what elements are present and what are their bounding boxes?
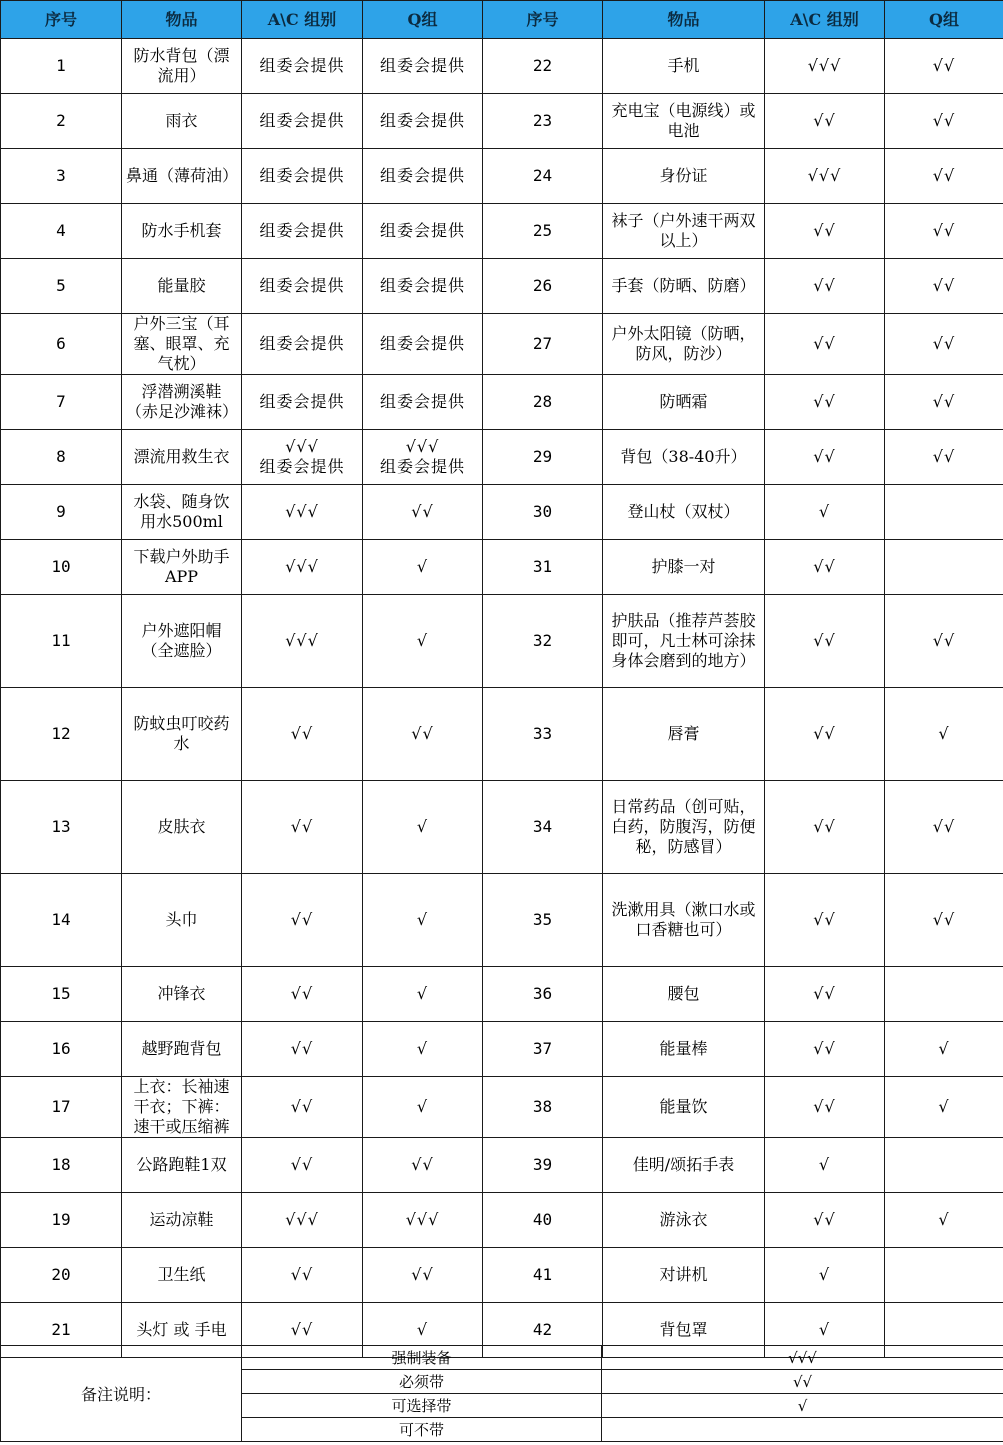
table-row	[1, 967, 1003, 1022]
table-row	[1, 874, 1003, 967]
ac-group-cell: 组委会提供	[242, 39, 363, 94]
header-cell: A\C 组别	[765, 1, 885, 39]
seq-cell: 2	[1, 94, 122, 149]
seq-cell: 10	[1, 540, 122, 595]
item-cell: 皮肤衣	[122, 781, 242, 874]
note-mark: √	[602, 1394, 1003, 1418]
item-cell: 游泳衣	[603, 1193, 765, 1248]
q-group-cell: 组委会提供	[363, 149, 483, 204]
item-cell: 防水手机套	[122, 204, 242, 259]
item-cell: 头灯 或 手电	[122, 1303, 242, 1358]
item-cell: 运动凉鞋	[122, 1193, 242, 1248]
header-cell: 物品	[122, 1, 242, 39]
table-row	[1, 94, 1003, 149]
ac-group-cell: √√√	[242, 485, 363, 540]
note-text: 可不带	[242, 1418, 602, 1442]
seq-cell: 17	[1, 1077, 122, 1138]
note-mark	[602, 1418, 1003, 1442]
q-group-cell: √√	[885, 259, 1003, 314]
ac-group-cell: 组委会提供	[242, 375, 363, 430]
seq-cell: 5	[1, 259, 122, 314]
q-group-cell: √√√	[363, 1193, 483, 1248]
item-cell: 越野跑背包	[122, 1022, 242, 1077]
item-cell: 防水背包（漂流用）	[122, 39, 242, 94]
q-group-cell: 组委会提供	[363, 375, 483, 430]
item-cell: 防蚊虫叮咬药水	[122, 688, 242, 781]
q-group-cell: √√	[885, 204, 1003, 259]
table-row	[1, 1248, 1003, 1303]
q-group-cell: √	[363, 540, 483, 595]
q-group-cell: √√	[885, 375, 1003, 430]
ac-group-cell: √√	[765, 1077, 885, 1138]
q-group-cell: √	[885, 1193, 1003, 1248]
ac-group-cell: √√√	[765, 39, 885, 94]
item-cell: 身份证	[603, 149, 765, 204]
item-cell: 护膝一对	[603, 540, 765, 595]
seq-cell: 36	[483, 967, 603, 1022]
header-cell: Q组	[363, 1, 483, 39]
q-group-cell: √√	[885, 94, 1003, 149]
seq-cell: 21	[1, 1303, 122, 1358]
ac-group-cell: √√	[765, 430, 885, 485]
table-row	[1, 781, 1003, 874]
seq-cell: 33	[483, 688, 603, 781]
seq-cell: 40	[483, 1193, 603, 1248]
header-row	[1, 1, 1003, 39]
ac-group-cell: √√	[765, 874, 885, 967]
ac-group-cell: √√	[765, 1022, 885, 1077]
table-row	[1, 375, 1003, 430]
note-mark: √√√	[602, 1346, 1003, 1370]
seq-cell: 34	[483, 781, 603, 874]
seq-cell: 32	[483, 595, 603, 688]
item-cell: 雨衣	[122, 94, 242, 149]
header-cell: 序号	[483, 1, 603, 39]
q-group-cell	[885, 485, 1003, 540]
item-cell: 护肤品（推荐芦荟胶即可，凡士林可涂抹身体会磨到的地方）	[603, 595, 765, 688]
ac-group-cell: √	[765, 485, 885, 540]
ac-group-cell: √√	[765, 204, 885, 259]
table-row	[1, 1022, 1003, 1077]
header-cell: 序号	[1, 1, 122, 39]
seq-cell: 7	[1, 375, 122, 430]
item-cell: 上衣：长袖速干衣；下裤：速干或压缩裤	[122, 1077, 242, 1138]
notes-table	[0, 1345, 1003, 1442]
note-text: 可选择带	[242, 1394, 602, 1418]
item-cell: 腰包	[603, 967, 765, 1022]
ac-group-cell: 组委会提供	[242, 149, 363, 204]
q-group-cell: √√	[363, 1248, 483, 1303]
seq-cell: 27	[483, 314, 603, 375]
seq-cell: 30	[483, 485, 603, 540]
q-group-cell: √	[363, 595, 483, 688]
item-cell: 户外遮阳帽（全遮脸）	[122, 595, 242, 688]
ac-group-cell: 组委会提供	[242, 94, 363, 149]
seq-cell: 31	[483, 540, 603, 595]
q-group-cell: √	[363, 1077, 483, 1138]
seq-cell: 37	[483, 1022, 603, 1077]
seq-cell: 8	[1, 430, 122, 485]
ac-group-cell: √√	[765, 540, 885, 595]
q-group-cell: √√	[363, 485, 483, 540]
q-group-cell: √√	[885, 781, 1003, 874]
item-cell: 袜子（户外速干两双以上）	[603, 204, 765, 259]
item-cell: 浮潜溯溪鞋（赤足沙滩袜）	[122, 375, 242, 430]
seq-cell: 18	[1, 1138, 122, 1193]
ac-group-cell: 组委会提供	[242, 314, 363, 375]
ac-group-cell: √√	[242, 1022, 363, 1077]
seq-cell: 35	[483, 874, 603, 967]
item-cell: 卫生纸	[122, 1248, 242, 1303]
table-row	[1, 430, 1003, 485]
ac-group-cell: √	[765, 1248, 885, 1303]
seq-cell: 23	[483, 94, 603, 149]
ac-group-cell: √√	[765, 967, 885, 1022]
seq-cell: 39	[483, 1138, 603, 1193]
item-cell: 冲锋衣	[122, 967, 242, 1022]
table-row	[1, 485, 1003, 540]
ac-group-cell: √√√	[242, 540, 363, 595]
seq-cell: 12	[1, 688, 122, 781]
notes-label: 备注说明：	[1, 1346, 242, 1442]
table-row	[1, 540, 1003, 595]
q-group-cell: √	[885, 1077, 1003, 1138]
ac-group-cell: √√	[242, 1138, 363, 1193]
seq-cell: 26	[483, 259, 603, 314]
item-cell: 充电宝（电源线）或 电池	[603, 94, 765, 149]
ac-group-cell: √√	[242, 688, 363, 781]
seq-cell: 38	[483, 1077, 603, 1138]
item-cell: 漂流用救生衣	[122, 430, 242, 485]
item-cell: 水袋、随身饮用水500ml	[122, 485, 242, 540]
q-group-cell: √	[363, 967, 483, 1022]
seq-cell: 29	[483, 430, 603, 485]
q-group-cell: √√	[885, 39, 1003, 94]
table-row	[1, 149, 1003, 204]
item-cell: 登山杖（双杖）	[603, 485, 765, 540]
seq-cell: 11	[1, 595, 122, 688]
item-cell: 能量饮	[603, 1077, 765, 1138]
ac-group-cell: √√√	[242, 1193, 363, 1248]
note-text: 必须带	[242, 1370, 602, 1394]
ac-group-cell: √√	[765, 595, 885, 688]
seq-cell: 15	[1, 967, 122, 1022]
item-cell: 户外太阳镜（防晒，防风，防沙）	[603, 314, 765, 375]
seq-cell: 4	[1, 204, 122, 259]
table-row	[1, 259, 1003, 314]
item-cell: 头巾	[122, 874, 242, 967]
table-row	[1, 1077, 1003, 1138]
q-group-cell	[885, 967, 1003, 1022]
ac-group-cell: √√√	[242, 595, 363, 688]
item-cell: 背包（38-40升）	[603, 430, 765, 485]
q-group-cell: √	[363, 1022, 483, 1077]
q-group-cell: √√	[885, 874, 1003, 967]
q-group-cell: √√	[885, 314, 1003, 375]
seq-cell: 19	[1, 1193, 122, 1248]
table-row	[1, 595, 1003, 688]
header-cell: A\C 组别	[242, 1, 363, 39]
q-group-cell: √√	[885, 430, 1003, 485]
ac-group-cell: √	[765, 1303, 885, 1358]
seq-cell: 41	[483, 1248, 603, 1303]
ac-group-cell: √√	[765, 375, 885, 430]
q-group-cell	[885, 1248, 1003, 1303]
ac-group-cell: √√	[242, 874, 363, 967]
item-cell: 防晒霜	[603, 375, 765, 430]
item-cell: 佳明/颂拓手表	[603, 1138, 765, 1193]
seq-cell: 13	[1, 781, 122, 874]
ac-group-cell: √√	[242, 1248, 363, 1303]
ac-group-cell: 组委会提供	[242, 204, 363, 259]
item-cell: 手机	[603, 39, 765, 94]
seq-cell: 20	[1, 1248, 122, 1303]
item-cell: 能量胶	[122, 259, 242, 314]
q-group-cell: √	[885, 688, 1003, 781]
table-row	[1, 314, 1003, 375]
item-cell: 下载户外助手APP	[122, 540, 242, 595]
q-group-cell: √	[885, 1022, 1003, 1077]
ac-group-cell: √	[765, 1138, 885, 1193]
ac-group-cell: √√	[765, 94, 885, 149]
seq-cell: 28	[483, 375, 603, 430]
header-cell: Q组	[885, 1, 1003, 39]
q-group-cell	[885, 1138, 1003, 1193]
q-group-cell: √√	[885, 595, 1003, 688]
q-group-cell: √	[363, 781, 483, 874]
seq-cell: 25	[483, 204, 603, 259]
table-row	[1, 1138, 1003, 1193]
ac-group-cell: √√	[765, 314, 885, 375]
q-group-cell	[885, 540, 1003, 595]
ac-group-cell: √√	[765, 688, 885, 781]
ac-group-cell: √√	[242, 967, 363, 1022]
ac-group-cell: √√√	[765, 149, 885, 204]
item-cell: 户外三宝（耳塞、眼罩、充气枕）	[122, 314, 242, 375]
q-group-cell: 组委会提供	[363, 314, 483, 375]
q-group-cell: √√	[363, 1138, 483, 1193]
note-mark: √√	[602, 1370, 1003, 1394]
seq-cell: 22	[483, 39, 603, 94]
ac-group-cell: 组委会提供	[242, 259, 363, 314]
seq-cell: 24	[483, 149, 603, 204]
item-cell: 能量棒	[603, 1022, 765, 1077]
item-cell: 鼻通（薄荷油）	[122, 149, 242, 204]
item-cell: 日常药品（创可贴，白药，防腹泻，防便秘，防感冒）	[603, 781, 765, 874]
q-group-cell: 组委会提供	[363, 259, 483, 314]
ac-group-cell: √√	[242, 1303, 363, 1358]
item-cell: 洗漱用具（漱口水或口香糖也可）	[603, 874, 765, 967]
ac-group-cell: √√	[765, 1193, 885, 1248]
ac-group-cell: √√	[765, 259, 885, 314]
seq-cell: 1	[1, 39, 122, 94]
q-group-cell: √	[363, 1303, 483, 1358]
q-group-cell: 组委会提供	[363, 39, 483, 94]
q-group-cell: 组委会提供	[363, 204, 483, 259]
table-row	[1, 204, 1003, 259]
seq-cell: 9	[1, 485, 122, 540]
q-group-cell: √√√ 组委会提供	[363, 430, 483, 485]
ac-group-cell: √√	[242, 1077, 363, 1138]
q-group-cell: √√	[363, 688, 483, 781]
seq-cell: 3	[1, 149, 122, 204]
table-row	[1, 1193, 1003, 1248]
ac-group-cell: √√	[765, 781, 885, 874]
q-group-cell: √√	[885, 149, 1003, 204]
item-cell: 背包罩	[603, 1303, 765, 1358]
seq-cell: 16	[1, 1022, 122, 1077]
seq-cell: 42	[483, 1303, 603, 1358]
q-group-cell: √	[363, 874, 483, 967]
seq-cell: 14	[1, 874, 122, 967]
ac-group-cell: √√	[242, 781, 363, 874]
item-cell: 公路跑鞋1双	[122, 1138, 242, 1193]
table-row	[1, 688, 1003, 781]
ac-group-cell: √√√ 组委会提供	[242, 430, 363, 485]
table-row	[1, 39, 1003, 94]
q-group-cell: 组委会提供	[363, 94, 483, 149]
item-cell: 对讲机	[603, 1248, 765, 1303]
note-text: 强制装备	[242, 1346, 602, 1370]
item-cell: 手套（防晒、防磨）	[603, 259, 765, 314]
seq-cell: 6	[1, 314, 122, 375]
header-cell: 物品	[603, 1, 765, 39]
item-cell: 唇膏	[603, 688, 765, 781]
